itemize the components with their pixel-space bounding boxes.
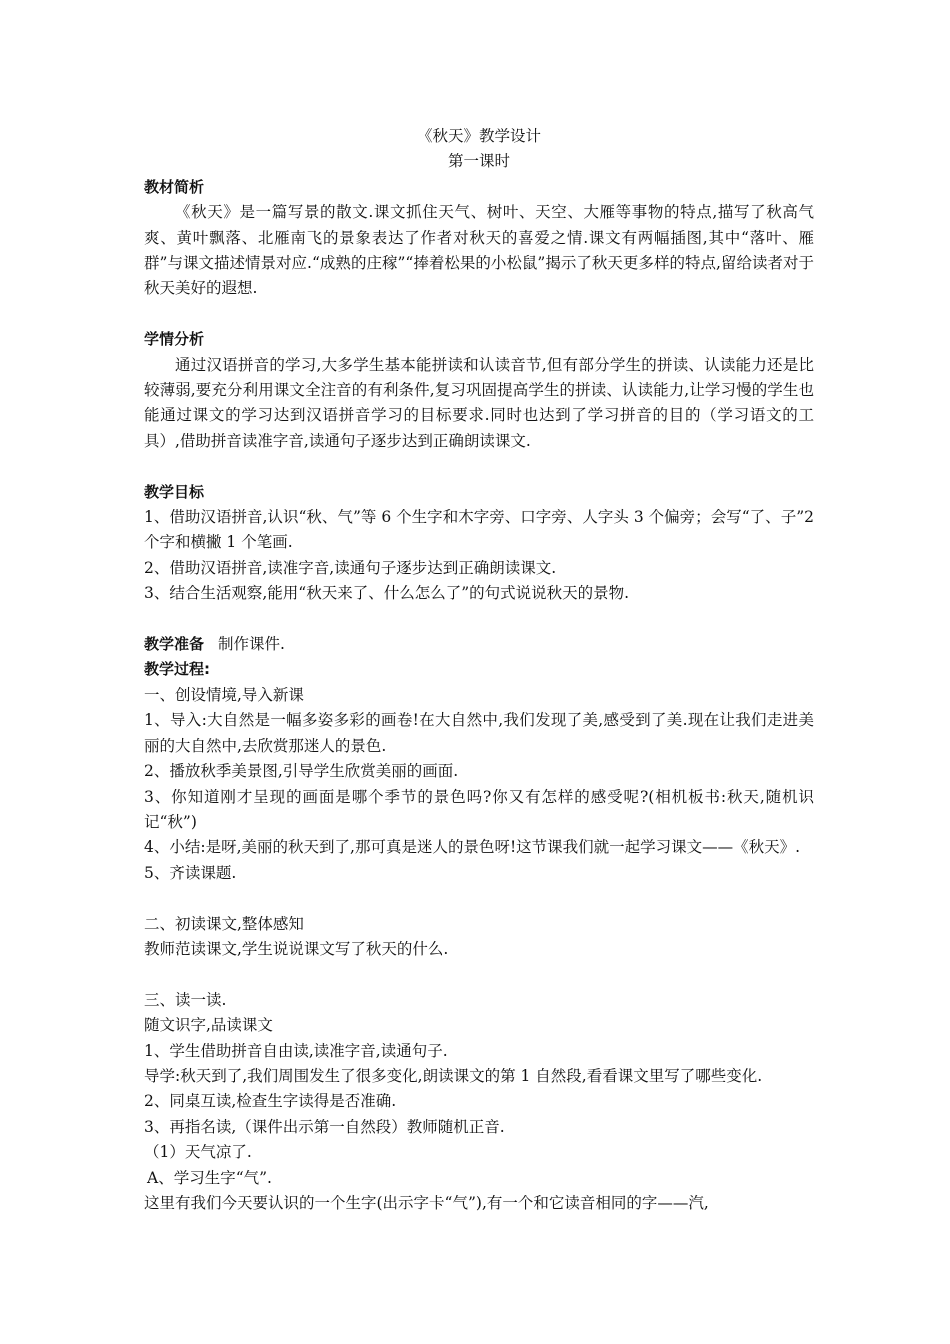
- spacer: [144, 454, 814, 479]
- process-part1-item: 1、导入:大自然是一幅多姿多彩的画卷!在大自然中,我们发现了美,感受到了美.现在让我们走进美丽的大自然中,去欣赏那迷人的景色.: [144, 711, 814, 755]
- process-part3-line: 1、学生借助拼音自由读,读准字音,读通句子.: [144, 1041, 448, 1060]
- process-part1-item: 2、播放秋季美景图,引导学生欣赏美丽的画面.: [144, 762, 459, 781]
- section-body-students: 通过汉语拼音的学习,大多学生基本能拼读和认读音节,但有部分学生的拼读、认读能力还是比较薄弱,要充分利用课文全注音的有利条件,复习巩固提高学生的拼读、认读能力,让学习慢的学生也能通过课文的学习达到汉语拼音学习的目标要求.同时也达到了学习拼音的目的（学习语文的工具）,借助拼音读准字音,读通句子逐步达到正确朗读课文.: [144, 355, 814, 450]
- process-part3-line: 随文识字,品读课文: [144, 1016, 273, 1035]
- prep-line: [144, 632, 814, 657]
- section-heading-process: 教学过程:: [144, 660, 210, 679]
- process-part3-line: 2、同桌互读,检查生字读得是否准确.: [144, 1092, 397, 1111]
- goal-item: 1、借助汉语拼音,认识“秋、气”等 6 个生字和木字旁、口字旁、人字头 3 个偏旁；会写“了、子”2 个字和横撇 1 个笔画.: [144, 508, 814, 552]
- section-heading-students: 学情分析: [144, 330, 205, 349]
- spacer: [144, 607, 814, 632]
- process-part3-line: A、学习生字“气”.: [147, 1168, 272, 1187]
- goal-item: 3、结合生活观察,能用“秋天来了、什么怎么了”的句式说说秋天的景物.: [144, 584, 630, 603]
- section-body-prep: 制作课件.: [218, 635, 285, 654]
- spacer: [144, 302, 814, 327]
- process-part2-body: 教师范读课文,学生说说课文写了秋天的什么.: [144, 939, 449, 958]
- document-title: 《秋天》教学设计: [416, 127, 541, 145]
- process-part3-title: 三、读一读.: [144, 990, 227, 1009]
- document-subtitle: 第一课时: [447, 152, 510, 171]
- spacer: [144, 886, 814, 911]
- goal-item: 2、借助汉语拼音,读准字音,读通句子逐步达到正确朗读课文.: [144, 558, 557, 577]
- process-part2-title: 二、初读课文,整体感知: [144, 914, 304, 933]
- process-part1-item: 5、齐读课题.: [144, 863, 237, 882]
- section-heading-textbook: 教材简析: [144, 177, 205, 196]
- section-heading-goals: 教学目标: [144, 482, 205, 501]
- document-content: [144, 124, 814, 1216]
- process-part3-line: 3、再指名读,（课件出示第一自然段）教师随机正音.: [144, 1117, 505, 1136]
- process-part3-line: （1）天气凉了.: [144, 1143, 252, 1162]
- process-part1-item: 3、你知道刚才呈现的画面是哪个季节的景色吗?你又有怎样的感受呢?(相机板书:秋天,随机识记“秋”): [144, 787, 814, 831]
- process-part3-line: 导学:秋天到了,我们周围发生了很多变化,朗读课文的第 1 自然段,看看课文里写了哪些变化.: [144, 1066, 763, 1085]
- process-part1-item: 4、小结:是呀,美丽的秋天到了,那可真是迷人的景色呀!这节课我们就一起学习课文——《秋天》.: [144, 838, 801, 857]
- section-heading-prep: 教学准备: [144, 635, 205, 654]
- process-part3-line: 这里有我们今天要认识的一个生字(出示字卡“气”),有一个和它读音相同的字——汽,: [144, 1193, 709, 1212]
- spacer: [144, 962, 814, 987]
- process-part1-title: 一、创设情境,导入新课: [144, 685, 304, 704]
- section-body-textbook: 《秋天》是一篇写景的散文.课文抓住天气、树叶、天空、大雁等事物的特点,描写了秋高气爽、黄叶飘落、北雁南飞的景象表达了作者对秋天的喜爱之情.课文有两幅插图,其中“落叶、雁群”与课文描述情景对应.“成熟的庄稼”“捧着松果的小松鼠”揭示了秋天更多样的特点,留给读者对于秋天美好的遐想.: [144, 203, 814, 298]
